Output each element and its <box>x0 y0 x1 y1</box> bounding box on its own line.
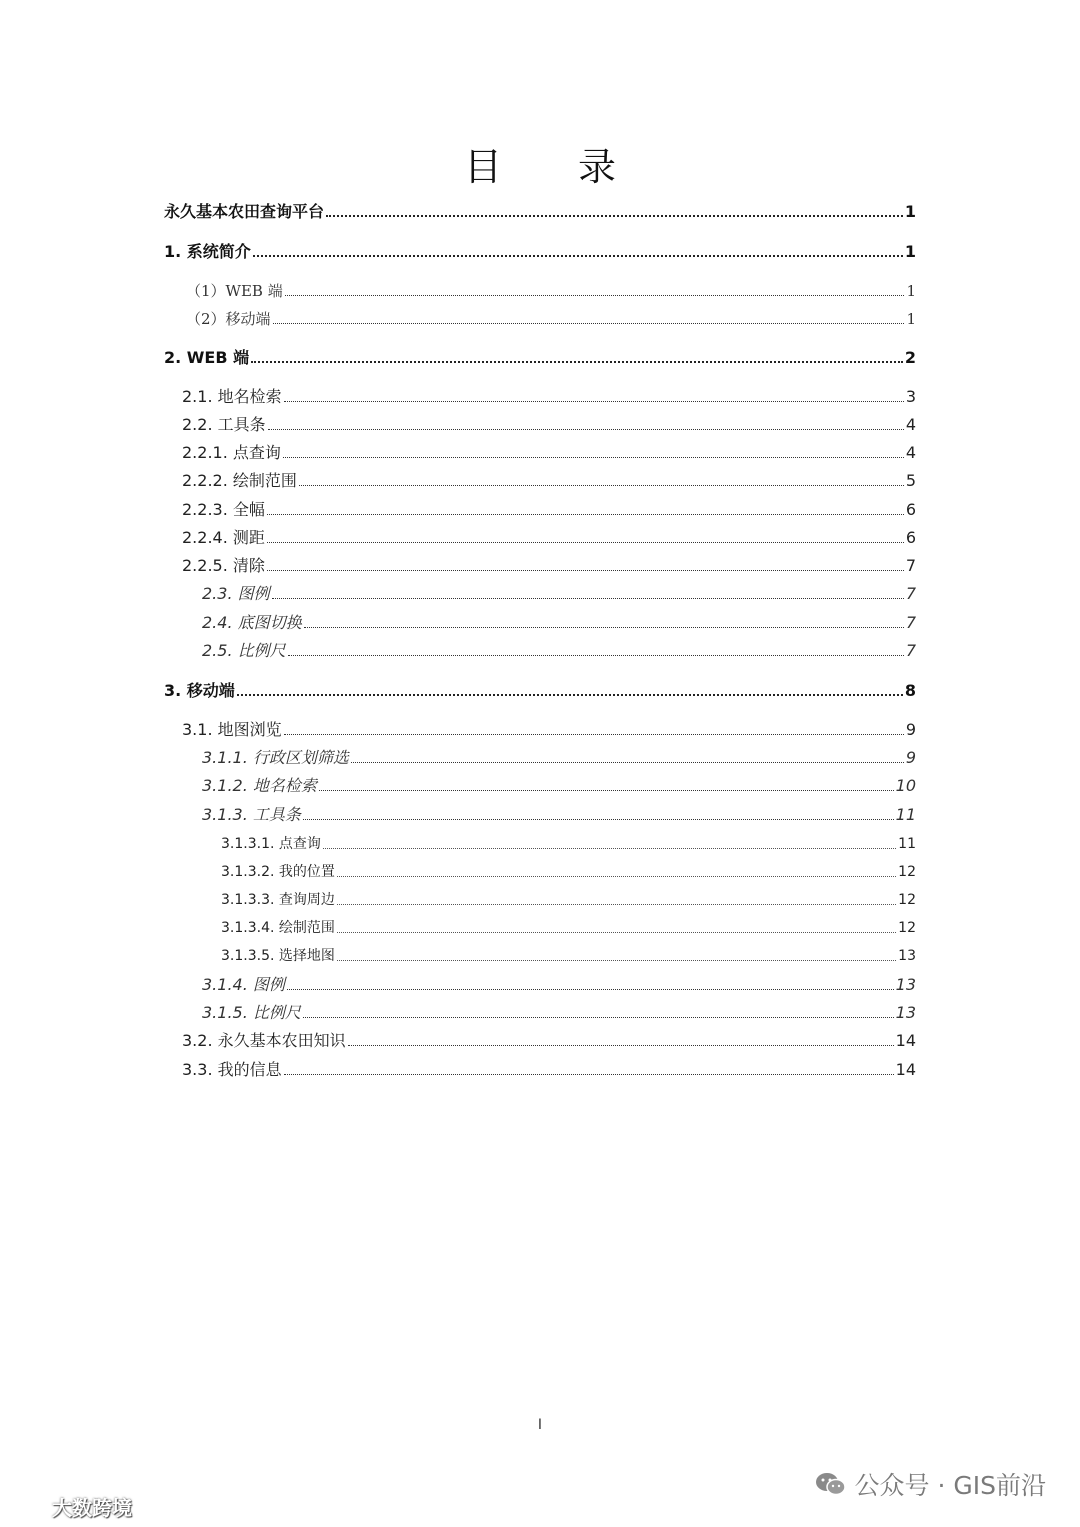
toc-entry[interactable]: （2）移动端 1 <box>186 310 916 328</box>
toc-entry[interactable]: 3.1.3. 工具条 11 <box>202 805 916 824</box>
brand-watermark <box>8 1492 132 1521</box>
toc-entry[interactable]: 3.1.3.5. 选择地图 13 <box>221 948 916 964</box>
toc-title <box>0 136 1080 191</box>
toc-entry[interactable]: 2.2.5. 清除 7 <box>182 556 916 575</box>
page-number: I <box>537 1417 543 1433</box>
toc-entry[interactable]: 2.2.3. 全幅 6 <box>182 500 916 519</box>
brand-logo-icon <box>8 1493 48 1520</box>
toc-entry[interactable]: 2.2.1. 点查询 4 <box>182 443 916 462</box>
toc-entry[interactable]: 2.3. 图例 7 <box>202 584 916 603</box>
wechat-watermark-text: 公众号 · GIS前沿 <box>854 1471 1046 1500</box>
toc-entry[interactable]: 3. 移动端 8 <box>164 681 916 700</box>
toc-entry[interactable]: 3.1.3.2. 我的位置 12 <box>221 864 916 880</box>
toc-entry[interactable]: 3.1.4. 图例 13 <box>202 975 916 994</box>
toc-entry[interactable]: 2.4. 底图切换 7 <box>202 613 916 632</box>
toc-entry[interactable]: 2.2. 工具条 4 <box>182 415 916 434</box>
toc-entry[interactable]: 2.1. 地名检索 3 <box>182 387 916 406</box>
toc-entry[interactable]: 2. WEB 端 2 <box>164 348 916 367</box>
title-char-2: 录 <box>578 145 617 189</box>
brand-watermark-text: 大数跨境 <box>52 1496 132 1520</box>
toc-entry[interactable]: 2.5. 比例尺 7 <box>202 641 916 660</box>
toc-entry[interactable]: 3.2. 永久基本农田知识 14 <box>182 1031 916 1050</box>
toc-entry[interactable]: 永久基本农田查询平台 1 <box>164 202 916 221</box>
title-char-1: 目 <box>463 145 502 189</box>
toc-entry[interactable]: 3.1. 地图浏览 9 <box>182 720 916 739</box>
toc-entry[interactable]: 3.1.1. 行政区划筛选 9 <box>202 748 916 767</box>
toc-entry[interactable]: 3.1.5. 比例尺 13 <box>202 1003 916 1022</box>
toc-entry[interactable]: 3.1.3.3. 查询周边 12 <box>221 892 916 908</box>
toc-entry[interactable]: 3.1.3.4. 绘制范围 12 <box>221 920 916 936</box>
toc-entry[interactable]: （1）WEB 端 1 <box>186 282 916 300</box>
toc-entry[interactable]: 3.3. 我的信息 14 <box>182 1060 916 1079</box>
toc-entry[interactable]: 1. 系统简介 1 <box>164 242 916 261</box>
toc-entry[interactable]: 3.1.3.1. 点查询 11 <box>221 836 916 852</box>
wechat-watermark <box>815 1466 1046 1502</box>
toc-entry[interactable]: 3.1.2. 地名检索 10 <box>202 776 916 795</box>
toc-entry[interactable]: 2.2.4. 测距 6 <box>182 528 916 547</box>
wechat-icon <box>815 1471 847 1497</box>
toc-entry[interactable]: 2.2.2. 绘制范围 5 <box>182 471 916 490</box>
